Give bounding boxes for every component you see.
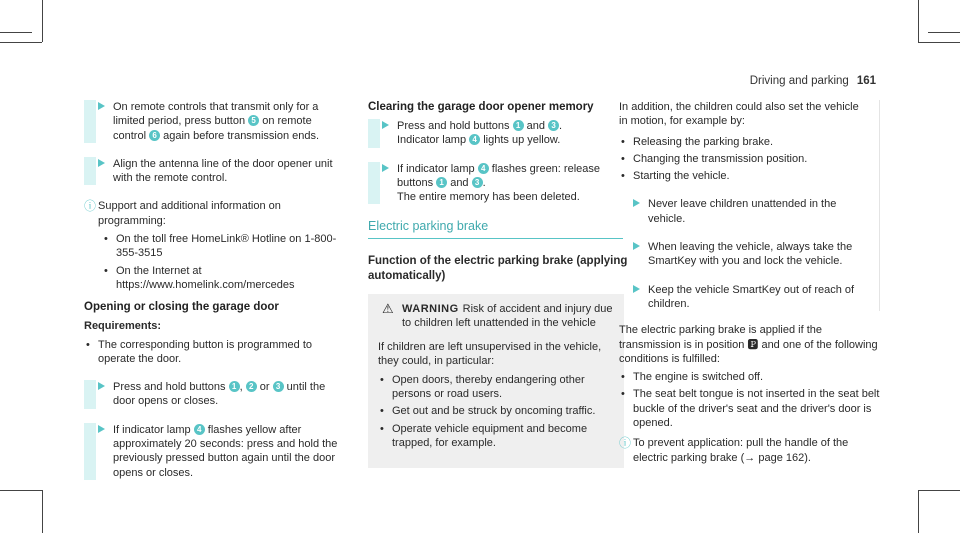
page-number: 161: [856, 75, 876, 87]
callout-number: 1: [229, 381, 240, 392]
list-item: • Get out and be struck by oncoming traffic.: [378, 404, 614, 418]
list-item: • Changing the transmission position.: [619, 152, 869, 166]
crop-mark: [928, 32, 960, 33]
crop-mark: [42, 0, 43, 42]
section-heading: Opening or closing the garage door: [84, 301, 279, 314]
page-header: [750, 74, 876, 89]
instruction-step: On remote controls that transmit only for a limited period, press button 5 on remote control 6 again before transmission ends.: [84, 100, 346, 143]
warning-box: ⚠ WARNING Risk of accident and injury due to children left unattended in the vehicle If children are left unsupervised in the vehicle, they could, in particular: • Open doors, thereby endangering other persons or road users. • Get out and be struck by oncoming traffic. • Operate vehicle equipment and become trapped, for example.: [368, 294, 624, 469]
callout-number: 3: [273, 381, 284, 392]
instruction-step: Press and hold buttons 1 and 3 . Indicator lamp 4 lights up yellow.: [368, 119, 630, 148]
callout-number: 4: [194, 424, 205, 435]
crop-mark: [42, 490, 43, 533]
step-arrow-icon: [98, 102, 105, 110]
section-title: Electric parking brake: [368, 218, 623, 238]
instruction-step: When leaving the vehicle, always take the SmartKey with you and lock the vehicle.: [619, 240, 869, 269]
list-item: • On the toll free HomeLink® Hotline on 1-800-355-3515: [98, 232, 346, 261]
list-item: • The seat belt tongue is not inserted in the seat belt buckle of the driver's seat and the driver's door is opened.: [619, 387, 881, 430]
step-arrow-icon: [633, 285, 640, 293]
section-name: Driving and parking: [749, 75, 849, 87]
crop-mark: [918, 490, 960, 491]
instruction-step: Never leave children unattended in the vehicle.: [619, 197, 869, 226]
info-note: ⓘ To prevent application: pull the handle of the electric parking brake (→ page 162).: [619, 436, 849, 464]
step-arrow-icon: [633, 199, 640, 207]
callout-number: 2: [246, 381, 257, 392]
column-left: [84, 100, 346, 494]
callout-number: 1: [513, 120, 524, 131]
function-heading: Function of the electric parking brake (applying automatically): [368, 254, 628, 282]
instruction-step: If indicator lamp 4 flashes yellow after approximately 20 seconds: press and hold the previously pressed button again until the door opens or closes.: [84, 423, 346, 480]
list-item: • The engine is switched off.: [619, 370, 881, 384]
callout-number: 1: [436, 177, 447, 188]
list-item: • Starting the vehicle.: [619, 169, 869, 183]
crop-mark: [0, 32, 32, 33]
crop-mark: [918, 490, 919, 533]
warning-title: WARNING: [402, 302, 459, 315]
list-item: • The corresponding button is programmed to operate the door.: [84, 338, 346, 367]
callout-number: 5: [248, 115, 259, 126]
crop-mark: [0, 490, 42, 491]
paragraph: The electric parking brake is applied if the transmission is in position 🅿 and one of the following conditions is fulfilled:: [619, 324, 878, 365]
info-icon: ⓘ: [84, 199, 97, 214]
list-item: • Open doors, thereby endangering other persons or road users.: [378, 373, 614, 402]
park-symbol: 🅿: [747, 338, 759, 351]
crop-mark: [918, 0, 919, 42]
instruction-step: Press and hold buttons 1 , 2 or 3 until the door opens or closes.: [84, 380, 346, 409]
step-arrow-icon: [98, 159, 105, 167]
crop-mark: [0, 42, 42, 43]
column-right: [619, 100, 881, 473]
step-arrow-icon: [382, 164, 389, 172]
callout-number: 3: [548, 120, 559, 131]
warning-triangle-icon: ⚠: [382, 300, 394, 316]
callout-number: 4: [478, 163, 489, 174]
callout-number: 6: [149, 130, 160, 141]
warning-continuation: In addition, the children could also set the vehicle in motion, for example by: • Releasing the parking brake. • Changing the transmission position. • Starting the vehicle. Never leave children unattended in the vehicle. When leaving the vehicle, always take the SmartKey with you and lock the vehicle. Keep the vehicle SmartKey out of reach of children.: [619, 100, 880, 311]
section-heading: Clearing the garage door opener memory: [368, 101, 594, 113]
info-icon: ⓘ: [619, 436, 632, 451]
page-ref-arrow-icon: →: [744, 451, 756, 464]
callout-number: 4: [469, 134, 480, 145]
instruction-step: If indicator lamp 4 flashes green: release buttons 1 and 3 . The entire memory has been deleted.: [368, 162, 630, 205]
column-middle: [368, 100, 630, 468]
crop-mark: [918, 42, 960, 43]
requirements-label: Requirements:: [84, 320, 162, 333]
step-arrow-icon: [98, 382, 105, 390]
info-note: ⓘ Support and additional information on programming: • On the toll free HomeLink® Hotline on 1-800-355-3515 • On the Internet at https://www.homelink.com/mercedes: [84, 199, 346, 292]
instruction-step: Align the antenna line of the door opener unit with the remote control.: [84, 157, 346, 186]
list-item: • On the Internet at https://www.homelink.com/mercedes: [98, 264, 346, 293]
step-arrow-icon: [633, 242, 640, 250]
step-arrow-icon: [98, 425, 105, 433]
instruction-step: Keep the vehicle SmartKey out of reach of children.: [619, 283, 869, 312]
step-arrow-icon: [382, 121, 389, 129]
callout-number: 3: [472, 177, 483, 188]
list-item: • Operate vehicle equipment and become trapped, for example.: [378, 422, 614, 451]
list-item: • Releasing the parking brake.: [619, 135, 869, 149]
